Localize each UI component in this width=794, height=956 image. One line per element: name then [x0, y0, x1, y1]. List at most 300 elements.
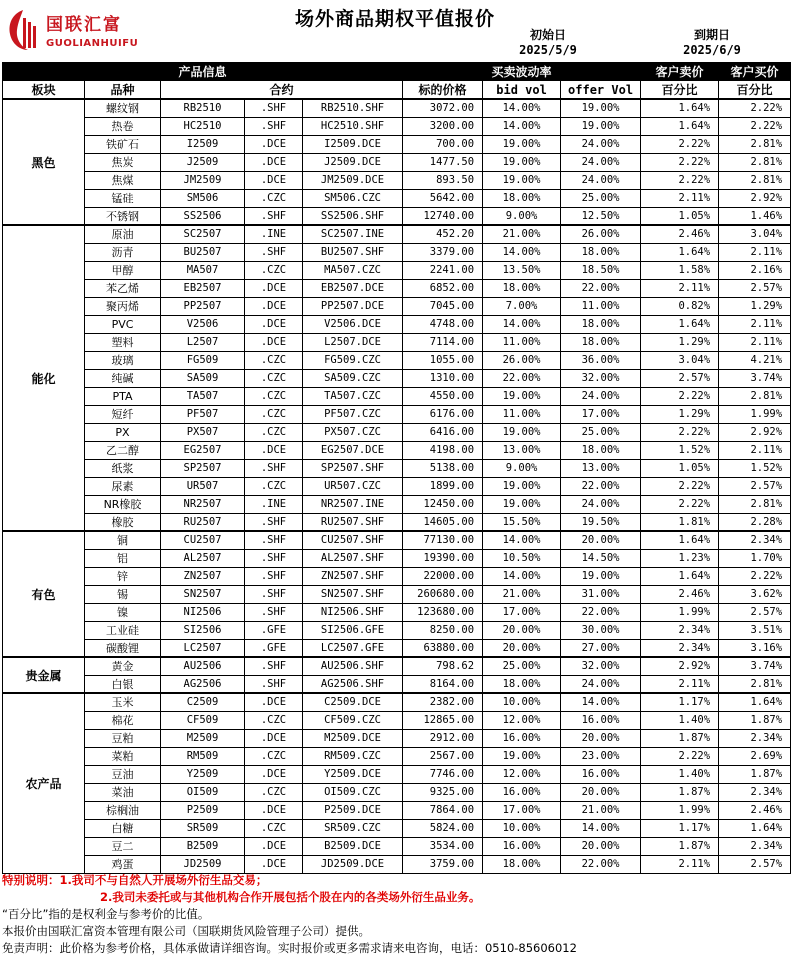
exchange-cell: .SHF: [245, 603, 303, 621]
table-row: [3, 477, 791, 495]
header-contract: 合约: [161, 81, 403, 100]
contract-cell: JM2509.DCE: [303, 171, 403, 189]
buy-pct-cell: 1.64%: [719, 819, 791, 837]
price-cell: 5642.00: [403, 189, 483, 207]
buy-pct-cell: 1.46%: [719, 207, 791, 225]
sell-pct-cell: 2.22%: [641, 495, 719, 513]
code-cell: Y2509: [161, 765, 245, 783]
notes: [2, 872, 790, 956]
disclaimer: 免责声明：此价格为参考价格，具体承做请详细咨询。实时报价或更多需求请来电咨询，电话：0510-85606012: [2, 941, 577, 955]
header-product-info: 产品信息: [3, 63, 403, 81]
table-row: [3, 369, 791, 387]
offer-vol-cell: 23.00%: [561, 747, 641, 765]
offer-vol-cell: 24.00%: [561, 675, 641, 693]
sell-pct-cell: 3.04%: [641, 351, 719, 369]
contract-cell: FG509.CZC: [303, 351, 403, 369]
buy-pct-cell: 2.22%: [719, 99, 791, 117]
variety-cell: 锰硅: [85, 189, 161, 207]
code-cell: HC2510: [161, 117, 245, 135]
bid-vol-cell: 11.00%: [483, 333, 561, 351]
bid-vol-cell: 13.00%: [483, 441, 561, 459]
bid-vol-cell: 16.00%: [483, 837, 561, 855]
exchange-cell: .SHF: [245, 549, 303, 567]
code-cell: TA507: [161, 387, 245, 405]
table-row: [3, 99, 791, 117]
bid-vol-cell: 14.00%: [483, 99, 561, 117]
offer-vol-cell: 22.00%: [561, 477, 641, 495]
price-cell: 4748.00: [403, 315, 483, 333]
contract-cell: MA507.CZC: [303, 261, 403, 279]
code-cell: MA507: [161, 261, 245, 279]
exchange-cell: .SHF: [245, 243, 303, 261]
table-row: [3, 621, 791, 639]
bid-vol-cell: 14.00%: [483, 531, 561, 549]
buy-pct-cell: 2.92%: [719, 423, 791, 441]
variety-cell: PX: [85, 423, 161, 441]
offer-vol-cell: 20.00%: [561, 837, 641, 855]
bid-vol-cell: 15.50%: [483, 513, 561, 531]
exchange-cell: .SHF: [245, 567, 303, 585]
offer-vol-cell: 14.00%: [561, 693, 641, 711]
code-cell: SI2506: [161, 621, 245, 639]
code-cell: JD2509: [161, 855, 245, 873]
variety-cell: 白糖: [85, 819, 161, 837]
offer-vol-cell: 19.00%: [561, 117, 641, 135]
bid-vol-cell: 14.00%: [483, 315, 561, 333]
contract-cell: SI2506.GFE: [303, 621, 403, 639]
price-cell: 2382.00: [403, 693, 483, 711]
bid-vol-cell: 26.00%: [483, 351, 561, 369]
sell-pct-cell: 2.22%: [641, 477, 719, 495]
variety-cell: 工业硅: [85, 621, 161, 639]
special-text-1: 1.我司不与自然人开展场外衍生品交易；: [59, 873, 268, 887]
price-cell: 893.50: [403, 171, 483, 189]
special-text-2: 2.我司未委托或与其他机构合作开展包括个股在内的各类场外衍生品业务。: [100, 890, 481, 904]
offer-vol-cell: 27.00%: [561, 639, 641, 657]
variety-cell: 纯碱: [85, 369, 161, 387]
contract-cell: HC2510.SHF: [303, 117, 403, 135]
bid-vol-cell: 17.00%: [483, 801, 561, 819]
exchange-cell: .SHF: [245, 99, 303, 117]
contract-cell: AG2506.SHF: [303, 675, 403, 693]
buy-pct-cell: 2.34%: [719, 837, 791, 855]
offer-vol-cell: 21.00%: [561, 801, 641, 819]
sell-pct-cell: 1.40%: [641, 711, 719, 729]
contract-cell: LC2507.GFE: [303, 639, 403, 657]
price-cell: 3072.00: [403, 99, 483, 117]
contract-cell: SA509.CZC: [303, 369, 403, 387]
contract-cell: JD2509.DCE: [303, 855, 403, 873]
exchange-cell: .DCE: [245, 135, 303, 153]
offer-vol-cell: 12.50%: [561, 207, 641, 225]
buy-pct-cell: 1.52%: [719, 459, 791, 477]
variety-cell: 黄金: [85, 657, 161, 675]
code-cell: NI2506: [161, 603, 245, 621]
bid-vol-cell: 19.00%: [483, 171, 561, 189]
buy-pct-cell: 2.81%: [719, 135, 791, 153]
variety-cell: 铁矿石: [85, 135, 161, 153]
variety-cell: 橡胶: [85, 513, 161, 531]
table-row: [3, 855, 791, 873]
variety-cell: 棕榈油: [85, 801, 161, 819]
bid-vol-cell: 11.00%: [483, 405, 561, 423]
code-cell: M2509: [161, 729, 245, 747]
buy-pct-cell: 3.74%: [719, 657, 791, 675]
exchange-cell: .SHF: [245, 585, 303, 603]
exchange-cell: .SHF: [245, 675, 303, 693]
buy-pct-cell: 2.16%: [719, 261, 791, 279]
variety-cell: 不锈钢: [85, 207, 161, 225]
offer-vol-cell: 11.00%: [561, 297, 641, 315]
contract-cell: I2509.DCE: [303, 135, 403, 153]
exchange-cell: .CZC: [245, 819, 303, 837]
exchange-cell: .SHF: [245, 117, 303, 135]
code-cell: SM506: [161, 189, 245, 207]
buy-pct-cell: 2.11%: [719, 315, 791, 333]
sell-pct-cell: 1.05%: [641, 207, 719, 225]
variety-cell: 纸浆: [85, 459, 161, 477]
offer-vol-cell: 13.00%: [561, 459, 641, 477]
page-title: 场外商品期权平值报价: [294, 8, 495, 30]
offer-vol-cell: 19.00%: [561, 99, 641, 117]
sell-pct-cell: 2.11%: [641, 279, 719, 297]
provider-note: 本报价由国联汇富资本管理有限公司（国联期货风险管理子公司）提供。: [2, 924, 370, 938]
report-header: [0, 0, 794, 62]
variety-cell: 原油: [85, 225, 161, 243]
price-cell: 798.62: [403, 657, 483, 675]
sell-pct-cell: 2.34%: [641, 639, 719, 657]
quote-table: [2, 62, 791, 874]
sector-cell: 有色: [3, 531, 85, 657]
buy-pct-cell: 2.69%: [719, 747, 791, 765]
bid-vol-cell: 9.00%: [483, 459, 561, 477]
variety-cell: 豆二: [85, 837, 161, 855]
price-cell: 12740.00: [403, 207, 483, 225]
contract-cell: NI2506.SHF: [303, 603, 403, 621]
table-row: [3, 243, 791, 261]
variety-cell: 菜粕: [85, 747, 161, 765]
buy-pct-cell: 3.16%: [719, 639, 791, 657]
table-row: [3, 423, 791, 441]
code-cell: EG2507: [161, 441, 245, 459]
exchange-cell: .DCE: [245, 765, 303, 783]
exchange-cell: .CZC: [245, 387, 303, 405]
table-row: [3, 351, 791, 369]
special-note-2: [2, 889, 790, 906]
sell-pct-cell: 1.64%: [641, 117, 719, 135]
buy-pct-cell: 2.57%: [719, 477, 791, 495]
table-row: [3, 315, 791, 333]
variety-cell: 豆油: [85, 765, 161, 783]
variety-cell: NR橡胶: [85, 495, 161, 513]
code-cell: J2509: [161, 153, 245, 171]
table-row: [3, 729, 791, 747]
bid-vol-cell: 20.00%: [483, 639, 561, 657]
sell-pct-cell: 1.17%: [641, 819, 719, 837]
price-cell: 8250.00: [403, 621, 483, 639]
exchange-cell: .CZC: [245, 423, 303, 441]
variety-cell: 聚丙烯: [85, 297, 161, 315]
contract-cell: L2507.DCE: [303, 333, 403, 351]
code-cell: JM2509: [161, 171, 245, 189]
sell-pct-cell: 1.64%: [641, 567, 719, 585]
offer-vol-cell: 22.00%: [561, 603, 641, 621]
price-cell: 1899.00: [403, 477, 483, 495]
bid-vol-cell: 18.00%: [483, 279, 561, 297]
brand-logo: [6, 4, 166, 58]
offer-vol-cell: 25.00%: [561, 189, 641, 207]
offer-vol-cell: 26.00%: [561, 225, 641, 243]
offer-vol-cell: 24.00%: [561, 495, 641, 513]
sell-pct-cell: 1.17%: [641, 693, 719, 711]
contract-cell: OI509.CZC: [303, 783, 403, 801]
contract-cell: UR507.CZC: [303, 477, 403, 495]
code-cell: CF509: [161, 711, 245, 729]
offer-vol-cell: 16.00%: [561, 711, 641, 729]
table-row: [3, 405, 791, 423]
table-row: [3, 459, 791, 477]
bid-vol-cell: 14.00%: [483, 243, 561, 261]
exchange-cell: .SHF: [245, 531, 303, 549]
code-cell: LC2507: [161, 639, 245, 657]
variety-cell: 棉花: [85, 711, 161, 729]
exchange-cell: .CZC: [245, 747, 303, 765]
quote-table-body: [3, 99, 791, 873]
price-cell: 22000.00: [403, 567, 483, 585]
sell-pct-cell: 1.87%: [641, 729, 719, 747]
sell-pct-cell: 1.87%: [641, 783, 719, 801]
offer-vol-cell: 32.00%: [561, 369, 641, 387]
sell-pct-cell: 2.22%: [641, 153, 719, 171]
contract-cell: Y2509.DCE: [303, 765, 403, 783]
variety-cell: 铜: [85, 531, 161, 549]
sell-pct-cell: 0.82%: [641, 297, 719, 315]
contract-cell: RB2510.SHF: [303, 99, 403, 117]
pct-note: “百分比”指的是权利金与参考价的比值。: [2, 907, 210, 921]
header-pct-buy: 百分比: [719, 81, 791, 100]
offer-vol-cell: 30.00%: [561, 621, 641, 639]
contract-cell: SC2507.INE: [303, 225, 403, 243]
code-cell: UR507: [161, 477, 245, 495]
exchange-cell: .DCE: [245, 171, 303, 189]
code-cell: SN2507: [161, 585, 245, 603]
sector-cell: 贵金属: [3, 657, 85, 693]
buy-pct-cell: 4.21%: [719, 351, 791, 369]
variety-cell: 塑料: [85, 333, 161, 351]
bid-vol-cell: 25.00%: [483, 657, 561, 675]
buy-pct-cell: 2.34%: [719, 729, 791, 747]
offer-vol-cell: 14.50%: [561, 549, 641, 567]
code-cell: PP2507: [161, 297, 245, 315]
code-cell: V2506: [161, 315, 245, 333]
variety-cell: 碳酸锂: [85, 639, 161, 657]
exchange-cell: .SHF: [245, 459, 303, 477]
price-cell: 6416.00: [403, 423, 483, 441]
sell-pct-cell: 2.34%: [641, 621, 719, 639]
contract-cell: EB2507.DCE: [303, 279, 403, 297]
sell-pct-cell: 1.05%: [641, 459, 719, 477]
sell-pct-cell: 2.22%: [641, 171, 719, 189]
price-cell: 3534.00: [403, 837, 483, 855]
buy-pct-cell: 1.87%: [719, 711, 791, 729]
variety-cell: 热卷: [85, 117, 161, 135]
offer-vol-cell: 20.00%: [561, 729, 641, 747]
price-cell: 452.20: [403, 225, 483, 243]
offer-vol-cell: 31.00%: [561, 585, 641, 603]
offer-vol-cell: 20.00%: [561, 531, 641, 549]
start-date: 2025/5/9: [519, 43, 577, 57]
price-cell: 2241.00: [403, 261, 483, 279]
sell-pct-cell: 1.81%: [641, 513, 719, 531]
table-row: [3, 639, 791, 657]
sell-pct-cell: 2.22%: [641, 747, 719, 765]
bid-vol-cell: 9.00%: [483, 207, 561, 225]
table-row: [3, 657, 791, 675]
exchange-cell: .CZC: [245, 783, 303, 801]
header-offer: offer Vol: [561, 81, 641, 100]
offer-vol-cell: 18.50%: [561, 261, 641, 279]
bid-vol-cell: 18.00%: [483, 675, 561, 693]
exchange-cell: .DCE: [245, 315, 303, 333]
price-cell: 7045.00: [403, 297, 483, 315]
bid-vol-cell: 19.00%: [483, 153, 561, 171]
table-row: [3, 693, 791, 711]
header-bid: bid vol: [483, 81, 561, 100]
table-row: [3, 279, 791, 297]
bid-vol-cell: 20.00%: [483, 621, 561, 639]
exchange-cell: .SHF: [245, 657, 303, 675]
price-cell: 4198.00: [403, 441, 483, 459]
price-cell: 1477.50: [403, 153, 483, 171]
contract-cell: PP2507.DCE: [303, 297, 403, 315]
table-row: [3, 531, 791, 549]
contract-cell: PF507.CZC: [303, 405, 403, 423]
buy-pct-cell: 1.29%: [719, 297, 791, 315]
bid-vol-cell: 14.00%: [483, 567, 561, 585]
bid-vol-cell: 7.00%: [483, 297, 561, 315]
bid-vol-cell: 10.00%: [483, 693, 561, 711]
header-variety: 品种: [85, 81, 161, 100]
price-cell: 5824.00: [403, 819, 483, 837]
table-row: [3, 495, 791, 513]
exchange-cell: .CZC: [245, 369, 303, 387]
offer-vol-cell: 18.00%: [561, 333, 641, 351]
code-cell: SS2506: [161, 207, 245, 225]
buy-pct-cell: 2.22%: [719, 117, 791, 135]
code-cell: SA509: [161, 369, 245, 387]
contract-cell: CF509.CZC: [303, 711, 403, 729]
contract-cell: SM506.CZC: [303, 189, 403, 207]
sell-pct-cell: 1.64%: [641, 531, 719, 549]
offer-vol-cell: 19.50%: [561, 513, 641, 531]
variety-cell: 白银: [85, 675, 161, 693]
price-cell: 260680.00: [403, 585, 483, 603]
brand-logo-icon: [6, 8, 40, 52]
code-cell: PX507: [161, 423, 245, 441]
offer-vol-cell: 20.00%: [561, 783, 641, 801]
price-cell: 6852.00: [403, 279, 483, 297]
offer-vol-cell: 19.00%: [561, 567, 641, 585]
variety-cell: 尿素: [85, 477, 161, 495]
table-row: [3, 513, 791, 531]
variety-cell: 甲醇: [85, 261, 161, 279]
buy-pct-cell: 2.81%: [719, 171, 791, 189]
sell-pct-cell: 2.92%: [641, 657, 719, 675]
table-row: [3, 783, 791, 801]
code-cell: SC2507: [161, 225, 245, 243]
price-cell: 3379.00: [403, 243, 483, 261]
contract-cell: TA507.CZC: [303, 387, 403, 405]
table-row: [3, 333, 791, 351]
contract-cell: V2506.DCE: [303, 315, 403, 333]
code-cell: RM509: [161, 747, 245, 765]
header-client-buy: 客户买价: [719, 63, 791, 81]
bid-vol-cell: 16.00%: [483, 729, 561, 747]
sector-cell: 农产品: [3, 693, 85, 873]
buy-pct-cell: 1.87%: [719, 765, 791, 783]
sell-pct-cell: 2.22%: [641, 387, 719, 405]
code-cell: SP2507: [161, 459, 245, 477]
code-cell: CU2507: [161, 531, 245, 549]
sell-pct-cell: 2.46%: [641, 585, 719, 603]
contract-cell: AL2507.SHF: [303, 549, 403, 567]
table-row: [3, 297, 791, 315]
sell-pct-cell: 2.11%: [641, 189, 719, 207]
buy-pct-cell: 2.57%: [719, 603, 791, 621]
variety-cell: 锌: [85, 567, 161, 585]
header-price: 标的价格: [403, 81, 483, 100]
table-row: [3, 765, 791, 783]
price-cell: 12450.00: [403, 495, 483, 513]
brand-name-en: GUOLIANHUIFU: [46, 38, 139, 49]
variety-cell: 铝: [85, 549, 161, 567]
contract-cell: NR2507.INE: [303, 495, 403, 513]
buy-pct-cell: 2.57%: [719, 855, 791, 873]
offer-vol-cell: 16.00%: [561, 765, 641, 783]
price-cell: 7746.00: [403, 765, 483, 783]
buy-pct-cell: 2.92%: [719, 189, 791, 207]
price-cell: 19390.00: [403, 549, 483, 567]
contract-cell: RU2507.SHF: [303, 513, 403, 531]
offer-vol-cell: 18.00%: [561, 315, 641, 333]
sell-pct-cell: 1.29%: [641, 333, 719, 351]
code-cell: ZN2507: [161, 567, 245, 585]
exchange-cell: .DCE: [245, 333, 303, 351]
buy-pct-cell: 1.99%: [719, 405, 791, 423]
exchange-cell: .CZC: [245, 351, 303, 369]
variety-cell: 短纤: [85, 405, 161, 423]
exchange-cell: .DCE: [245, 279, 303, 297]
offer-vol-cell: 14.00%: [561, 819, 641, 837]
header-pct-sell: 百分比: [641, 81, 719, 100]
variety-cell: 苯乙烯: [85, 279, 161, 297]
table-row: [3, 261, 791, 279]
buy-pct-cell: 2.11%: [719, 333, 791, 351]
table-row: [3, 549, 791, 567]
table-row: [3, 585, 791, 603]
buy-pct-cell: 2.34%: [719, 783, 791, 801]
variety-cell: 玻璃: [85, 351, 161, 369]
bid-vol-cell: 16.00%: [483, 783, 561, 801]
bid-vol-cell: 17.00%: [483, 603, 561, 621]
sector-cell: 黑色: [3, 99, 85, 225]
table-row: [3, 171, 791, 189]
bid-vol-cell: 19.00%: [483, 423, 561, 441]
variety-cell: 菜油: [85, 783, 161, 801]
bid-vol-cell: 18.00%: [483, 855, 561, 873]
bid-vol-cell: 19.00%: [483, 495, 561, 513]
sell-pct-cell: 1.64%: [641, 315, 719, 333]
